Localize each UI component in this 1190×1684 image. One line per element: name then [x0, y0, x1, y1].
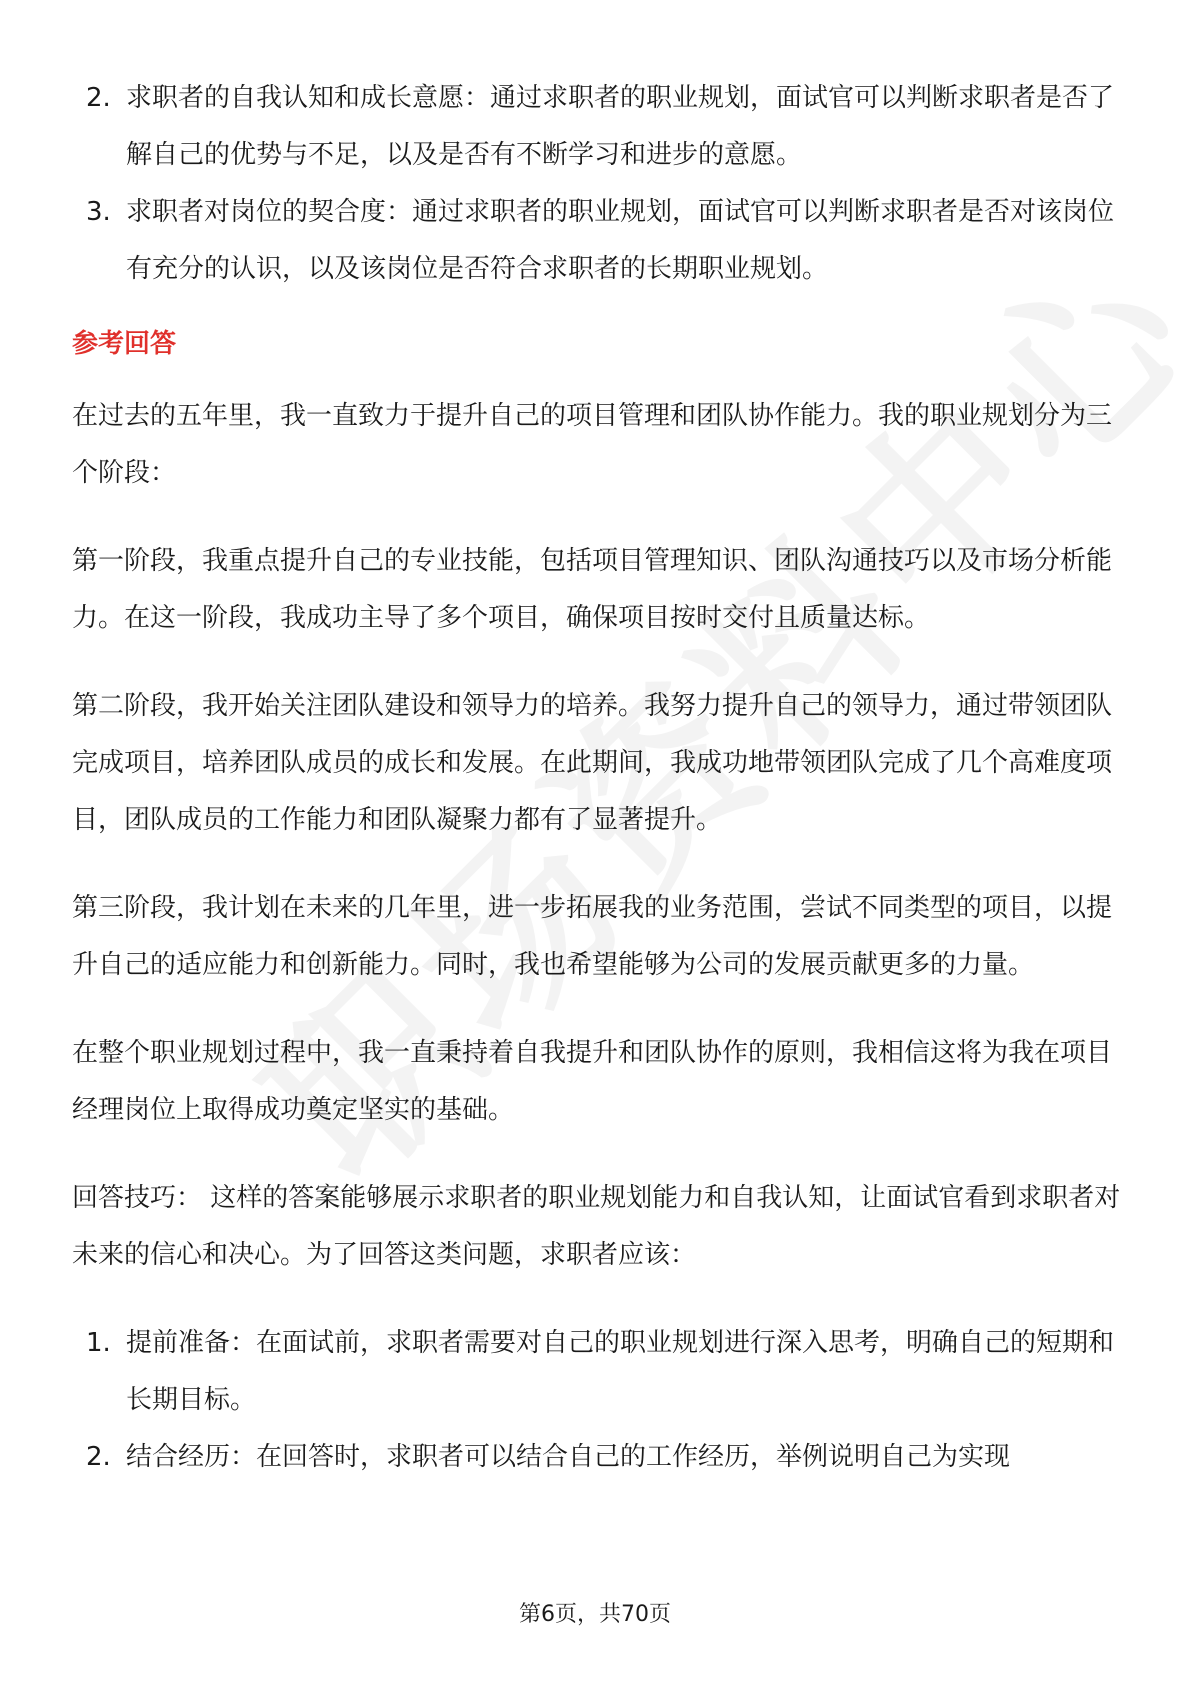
- list-item-text: 结合经历：在回答时，求职者可以结合自己的工作经历，举例说明自己为实现: [126, 1442, 1011, 1472]
- paragraph: 在过去的五年里，我一直致力于提升自己的项目管理和团队协作能力。我的职业规划分为三个阶段：: [72, 401, 1113, 488]
- list-number: 2.: [86, 1442, 111, 1472]
- tips-list: [72, 1315, 1122, 1486]
- list-item-text: 求职者对岗位的契合度：通过求职者的职业规划，面试官可以判断求职者是否对该岗位有充分的认识，以及该岗位是否符合求职者的长期职业规划。: [126, 197, 1115, 284]
- criteria-list: [72, 70, 1122, 298]
- paragraph: 第一阶段，我重点提升自己的专业技能，包括项目管理知识、团队沟通技巧以及市场分析能力。在这一阶段，我成功主导了多个项目，确保项目按时交付且质量达标。: [72, 546, 1113, 633]
- list-item: [72, 1315, 1122, 1429]
- list-item: [72, 1429, 1122, 1486]
- section-heading: 参考回答: [72, 329, 177, 359]
- list-item-text: 求职者的自我认知和成长意愿：通过求职者的职业规划，面试官可以判断求职者是否了解自己的优势与不足，以及是否有不断学习和进步的意愿。: [126, 83, 1115, 170]
- list-item-text: 提前准备：在面试前，求职者需要对自己的职业规划进行深入思考，明确自己的短期和长期目标。: [126, 1328, 1115, 1415]
- page-content: [72, 70, 1122, 1486]
- list-number: 3.: [86, 197, 111, 227]
- paragraph: 在整个职业规划过程中，我一直秉持着自我提升和团队协作的原则，我相信这将为我在项目经理岗位上取得成功奠定坚实的基础。: [72, 1038, 1113, 1125]
- list-item: [72, 70, 1122, 184]
- list-number: 1.: [86, 1328, 111, 1358]
- page-footer: 第6页，共70页: [519, 1602, 671, 1627]
- list-item: [72, 184, 1122, 298]
- paragraph: 回答技巧： 这样的答案能够展示求职者的职业规划能力和自我认知，让面试官看到求职者对未来的信心和决心。为了回答这类问题，求职者应该：: [72, 1183, 1121, 1270]
- list-number: 2.: [86, 83, 111, 113]
- paragraph: 第二阶段，我开始关注团队建设和领导力的培养。我努力提升自己的领导力，通过带领团队完成项目，培养团队成员的成长和发展。在此期间，我成功地带领团队完成了几个高难度项目，团队成员的工作能力和团队凝聚力都有了显著提升。: [72, 691, 1113, 835]
- paragraph: 第三阶段，我计划在未来的几年里，进一步拓展我的业务范围，尝试不同类型的项目，以提升自己的适应能力和创新能力。同时，我也希望能够为公司的发展贡献更多的力量。: [72, 893, 1113, 980]
